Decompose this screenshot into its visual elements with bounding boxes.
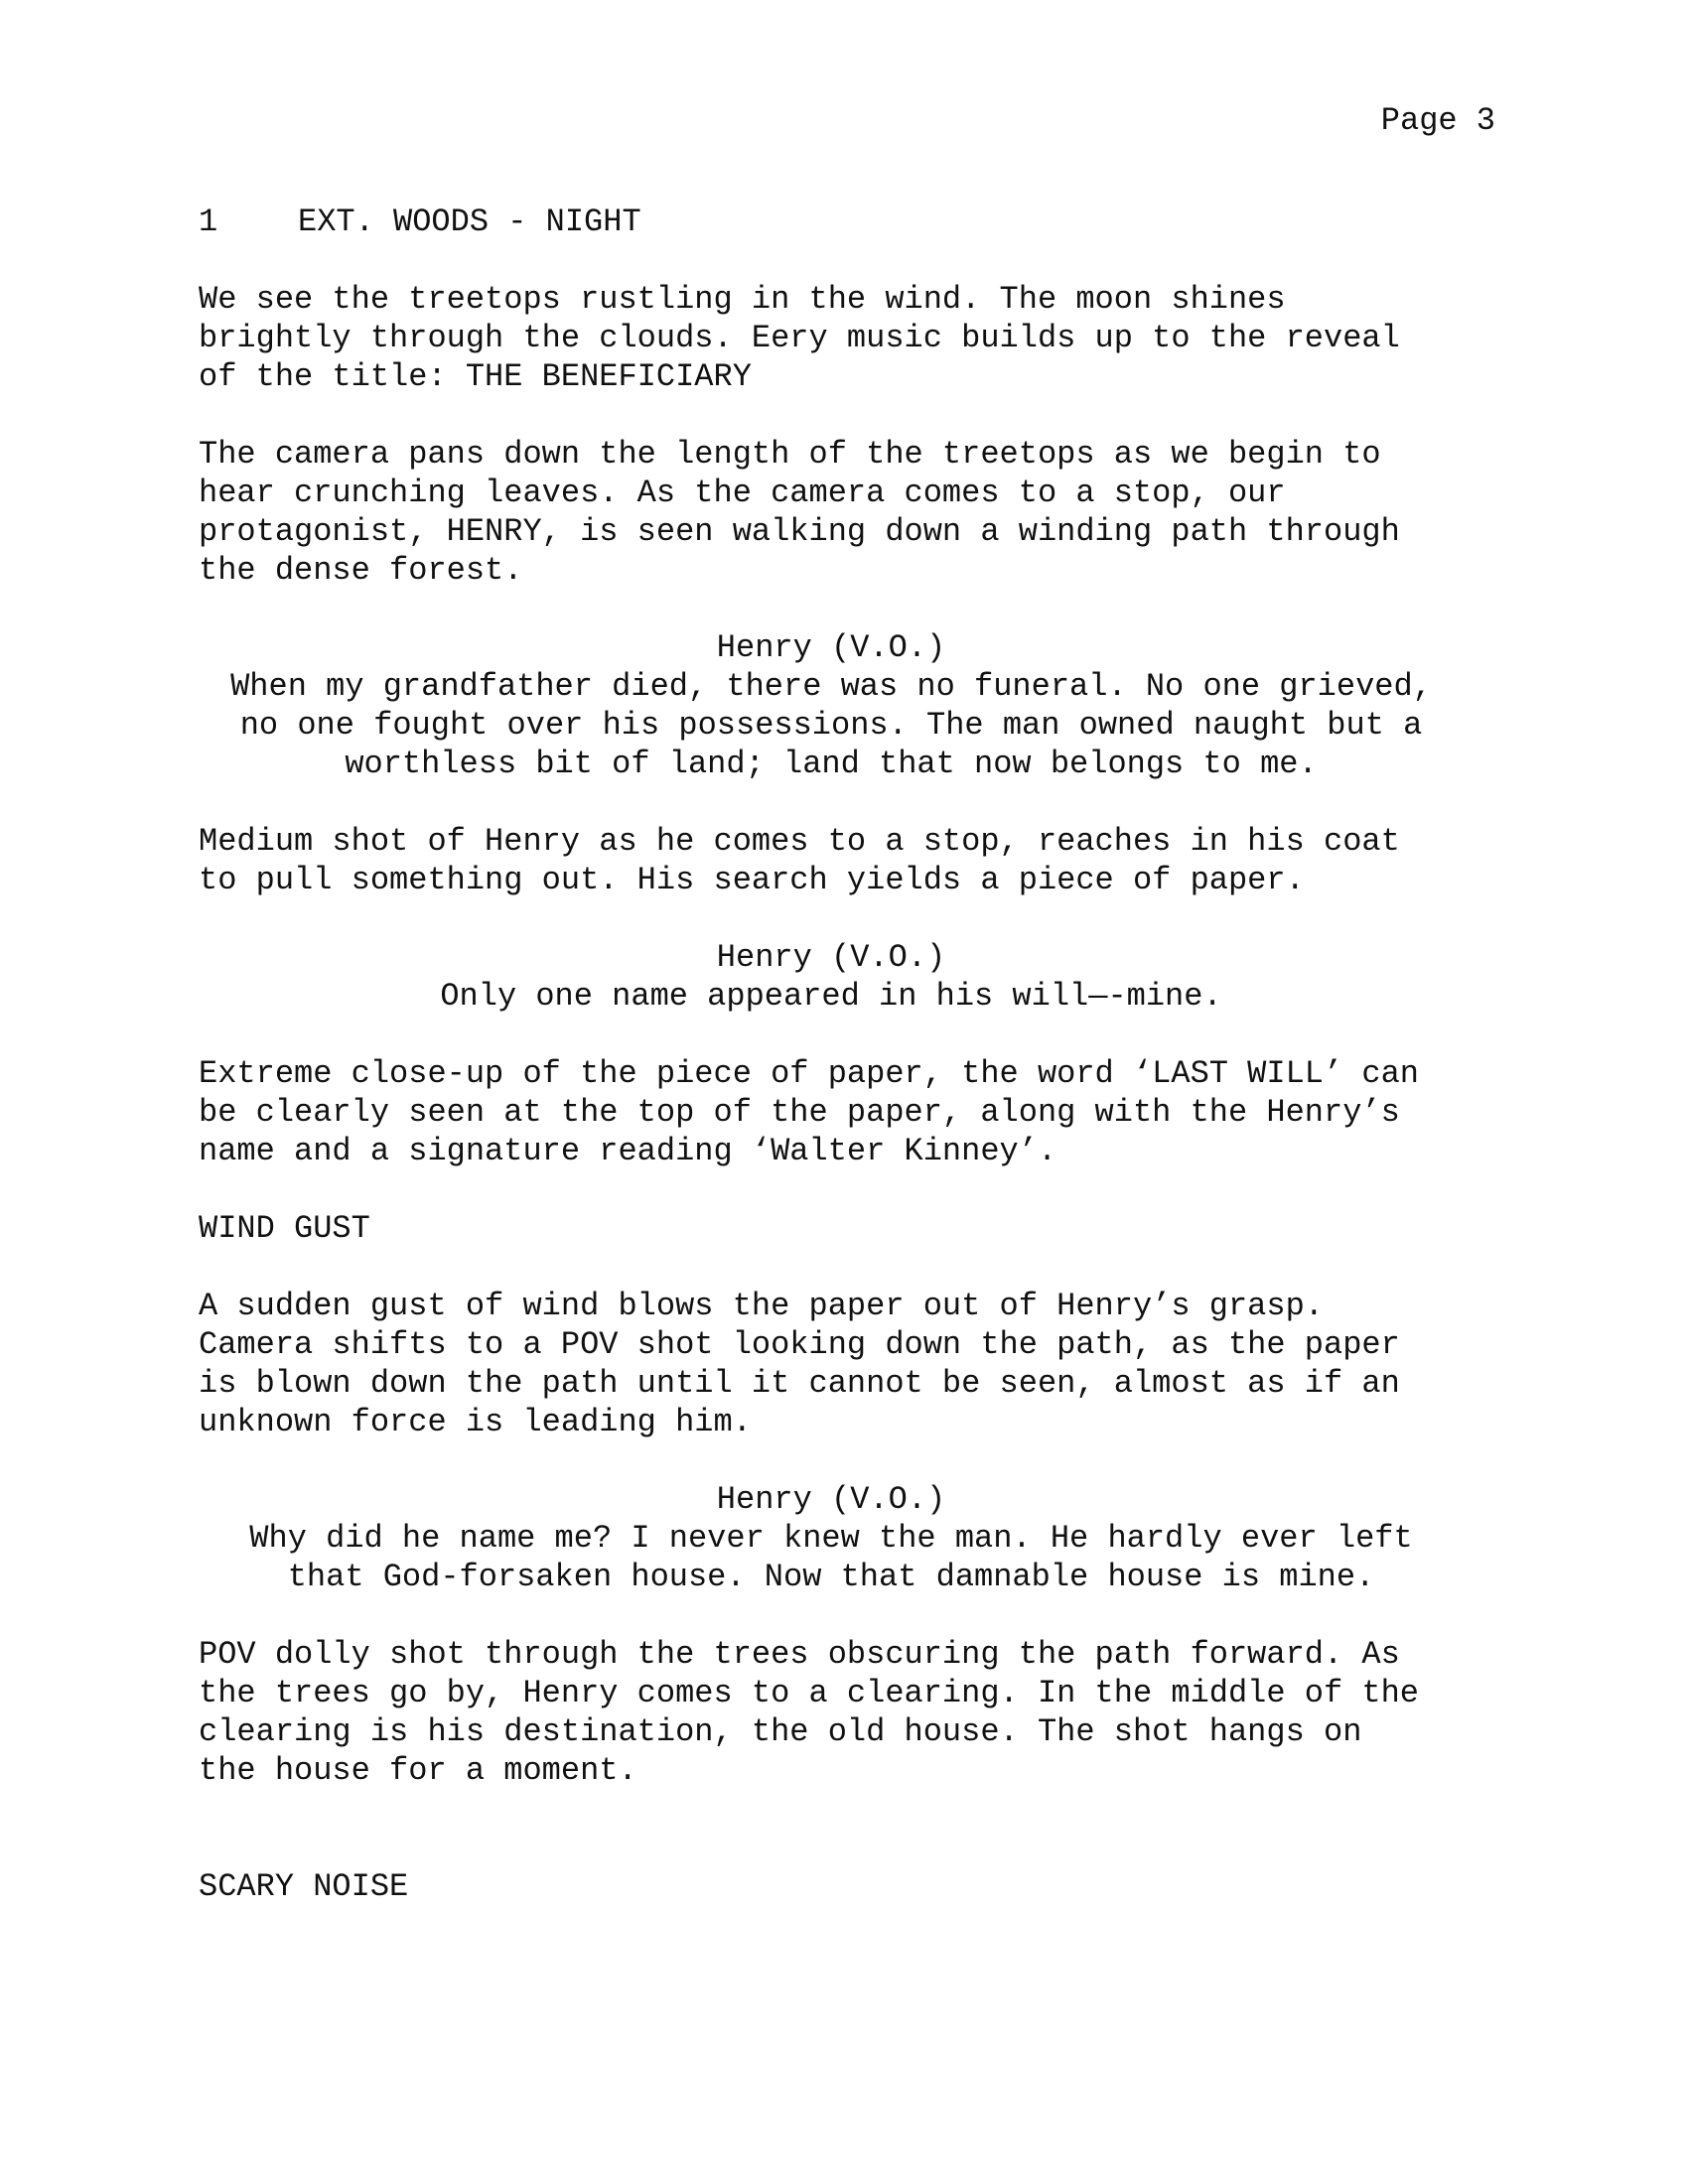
dialogue-block-3 [199, 1480, 1489, 1596]
spacer [199, 1441, 1489, 1480]
spacer [199, 1170, 1489, 1209]
spacer [199, 783, 1489, 822]
action-block-1 [199, 280, 1489, 396]
scene-number: 1 [199, 204, 218, 240]
action-line: A sudden gust of wind blows the paper out of Henry’s grasp. [199, 1288, 1324, 1324]
action-line: be clearly seen at the top of the paper, along with the Henry’s [199, 1094, 1400, 1131]
character-name: Henry (V.O.) [716, 939, 946, 976]
action-line: the dense forest. [199, 552, 523, 589]
script-body [199, 203, 1489, 1906]
action-block-2 [199, 435, 1489, 590]
action-line: is blown down the path until it cannot be seen, almost as if an [199, 1365, 1400, 1402]
action-line: clearing is his destination, the old house. The shot hangs on [199, 1713, 1362, 1750]
spacer [199, 241, 1489, 280]
dialogue-line: Why did he name me? I never knew the man. He hardly ever left [249, 1520, 1413, 1557]
action-block-4 [199, 1054, 1489, 1170]
action-line: hear crunching leaves. As the camera comes to a stop, our [199, 475, 1286, 511]
character-name: Henry (V.O.) [716, 629, 946, 666]
action-line: Medium shot of Henry as he comes to a stop, reaches in his coat [199, 823, 1400, 860]
spacer [199, 899, 1489, 938]
dialogue-line: When my grandfather died, there was no funeral. No one grieved, [230, 668, 1432, 705]
dialogue-line: that God-forsaken house. Now that damnable house is mine. [287, 1559, 1375, 1595]
scene-heading-text: EXT. WOODS - NIGHT [298, 204, 641, 240]
sound-cue: WIND GUST [199, 1210, 370, 1247]
dialogue-line: no one fought over his possessions. The man owned naught but a [239, 707, 1423, 744]
action-block-6 [199, 1635, 1489, 1790]
character-name: Henry (V.O.) [716, 1481, 946, 1518]
action-line: We see the treetops rustling in the wind. The moon shines [199, 281, 1286, 318]
dialogue-block-2 [199, 938, 1489, 1016]
action-line: POV dolly shot through the trees obscuring the path forward. As [199, 1636, 1400, 1673]
sound-cue: SCARY NOISE [199, 1868, 409, 1905]
action-line: the trees go by, Henry comes to a clearing. In the middle of the [199, 1675, 1419, 1711]
page-number: Page 3 [1380, 102, 1495, 139]
action-block-5 [199, 1287, 1489, 1441]
action-line: to pull something out. His search yields a piece of paper. [199, 862, 1305, 898]
action-line: name and a signature reading ‘Walter Kinney’. [199, 1133, 1057, 1169]
action-line: protagonist, HENRY, is seen walking down a winding path through [199, 513, 1400, 550]
spacer [199, 396, 1489, 435]
action-line: of the title: THE BENEFICIARY [199, 358, 752, 395]
spacer [199, 1790, 1489, 1867]
spacer [199, 1248, 1489, 1287]
dialogue-line: worthless bit of land; land that now belongs to me. [345, 746, 1318, 782]
action-line: Camera shifts to a POV shot looking down the path, as the paper [199, 1326, 1400, 1363]
action-line: brightly through the clouds. Eery music builds up to the reveal [199, 320, 1400, 356]
action-block-3 [199, 822, 1489, 899]
action-line: unknown force is leading him. [199, 1404, 752, 1440]
spacer [199, 1016, 1489, 1054]
action-line: The camera pans down the length of the treetops as we begin to [199, 436, 1381, 473]
action-line: Extreme close-up of the piece of paper, the word ‘LAST WILL’ can [199, 1055, 1419, 1092]
dialogue-line: Only one name appeared in his will—-mine. [440, 978, 1222, 1015]
spacer [199, 1596, 1489, 1635]
scene-heading [199, 203, 1489, 241]
dialogue-block-1 [199, 628, 1489, 783]
action-line: the house for a moment. [199, 1752, 637, 1789]
spacer [199, 590, 1489, 628]
